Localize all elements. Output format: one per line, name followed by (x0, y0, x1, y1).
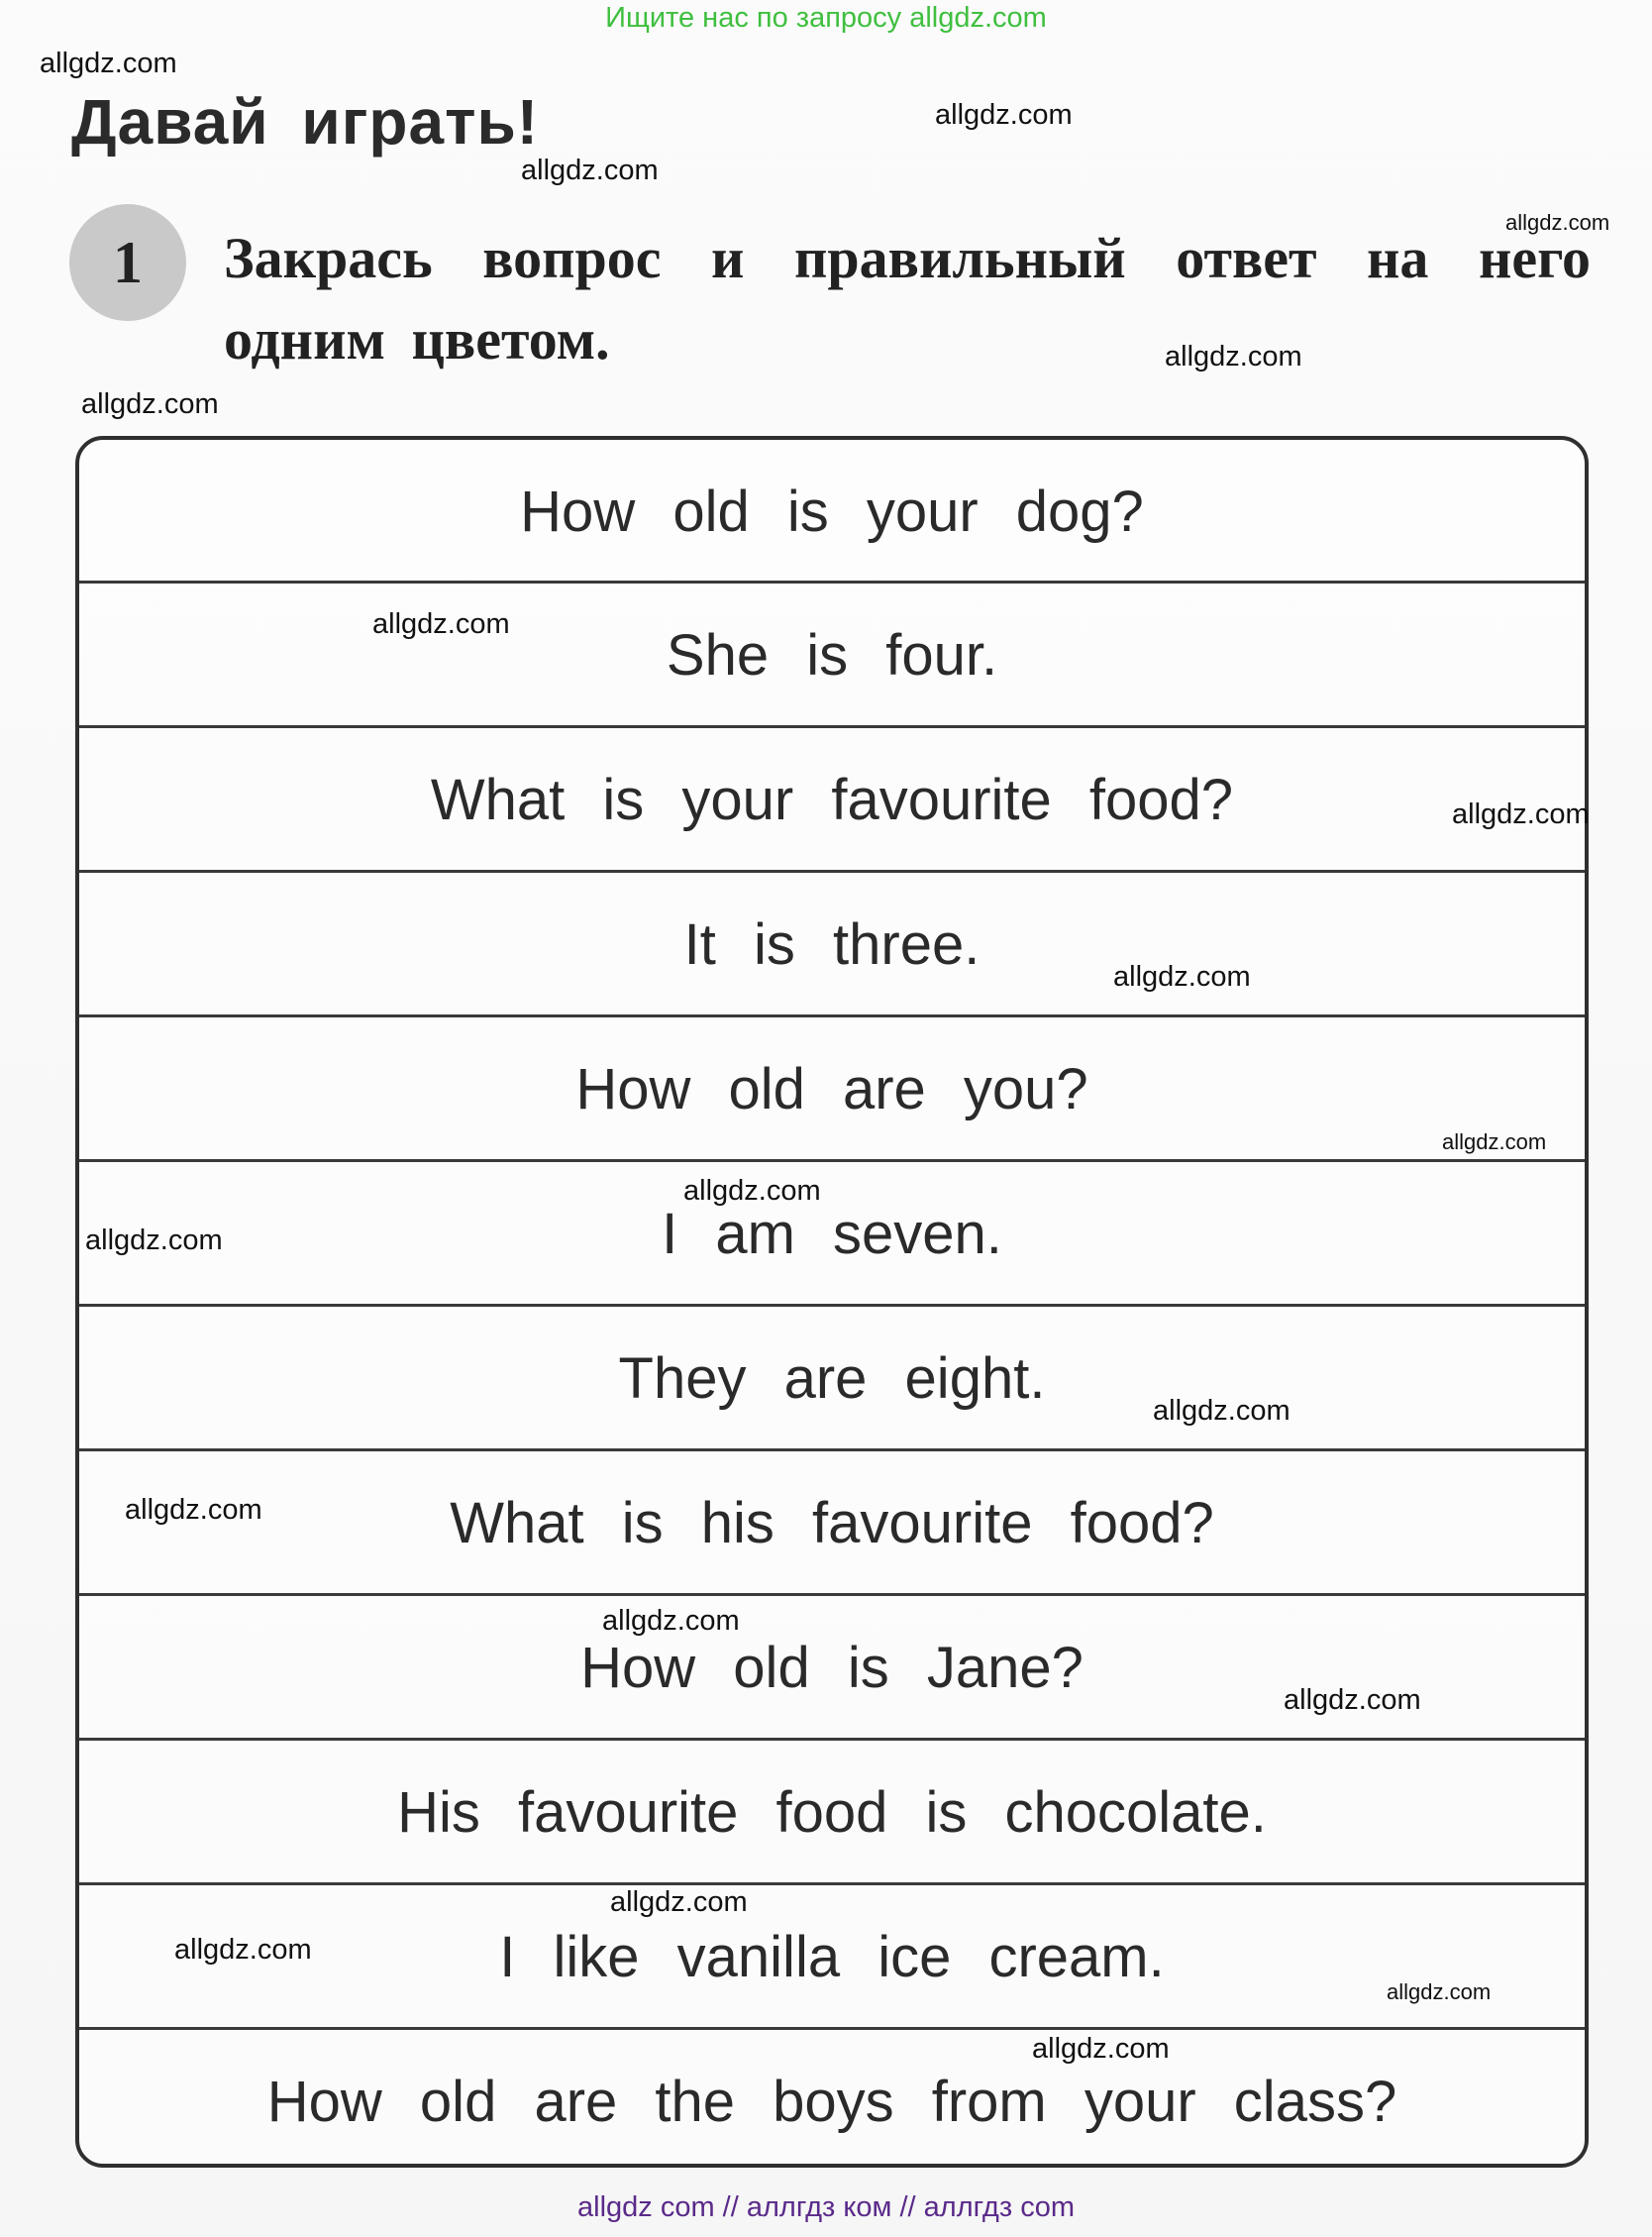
watermark: allgdz.com (1165, 341, 1302, 373)
table-row[interactable]: They are eight. (618, 1346, 1046, 1411)
table-row[interactable]: How old is your dog? (520, 479, 1144, 544)
table-row[interactable]: How old are the boys from your class? (266, 2070, 1397, 2134)
watermark: allgdz.com (174, 1934, 312, 1966)
table-row[interactable]: His favourite food is chocolate. (397, 1780, 1267, 1845)
watermark: allgdz.com (85, 1225, 223, 1256)
table-row[interactable]: She is four. (666, 623, 998, 688)
watermark: allgdz.com (1284, 1684, 1421, 1716)
watermark: allgdz.com (1032, 2033, 1170, 2065)
watermark: allgdz.com (1442, 1129, 1547, 1154)
watermark: allgdz.com (81, 388, 219, 420)
table-row[interactable]: It is three. (683, 912, 981, 977)
watermark: allgdz.com (521, 155, 659, 186)
watermark: allgdz.com (602, 1605, 740, 1637)
watermark: allgdz.com (1153, 1395, 1291, 1427)
watermark: allgdz.com (125, 1494, 262, 1526)
table-row[interactable]: How old are you? (575, 1057, 1088, 1121)
table-row[interactable]: What is your favourite food? (430, 768, 1234, 832)
watermark: allgdz.com (683, 1175, 821, 1207)
watermark: allgdz.com (1505, 210, 1610, 235)
page-heading: Давай играть! (71, 86, 540, 158)
watermark: allgdz.com (40, 48, 177, 79)
task-number-badge: 1 (69, 204, 186, 321)
table-row[interactable]: What is his favourite food? (450, 1491, 1214, 1555)
footer-links[interactable]: allgdz com // аллгдз ком // аллгдз com (577, 2191, 1075, 2223)
table-row[interactable]: How old is Jane? (580, 1636, 1084, 1700)
table-row[interactable]: I am seven. (662, 1202, 1002, 1266)
table-row[interactable]: I like vanilla ice cream. (499, 1925, 1165, 1989)
watermark: allgdz.com (935, 99, 1073, 131)
watermark: allgdz.com (1387, 1979, 1492, 2004)
watermark: allgdz.com (1113, 961, 1251, 993)
watermark: allgdz.com (610, 1886, 748, 1918)
watermark: allgdz.com (372, 608, 510, 640)
watermark: allgdz.com (1452, 799, 1590, 830)
task-instruction: Закрась вопрос и правильный ответ на него одним цветом. (224, 226, 1591, 372)
top-banner[interactable]: Ищите нас по запросу allgdz.com (605, 2, 1047, 34)
exercise-table (75, 436, 1589, 2168)
